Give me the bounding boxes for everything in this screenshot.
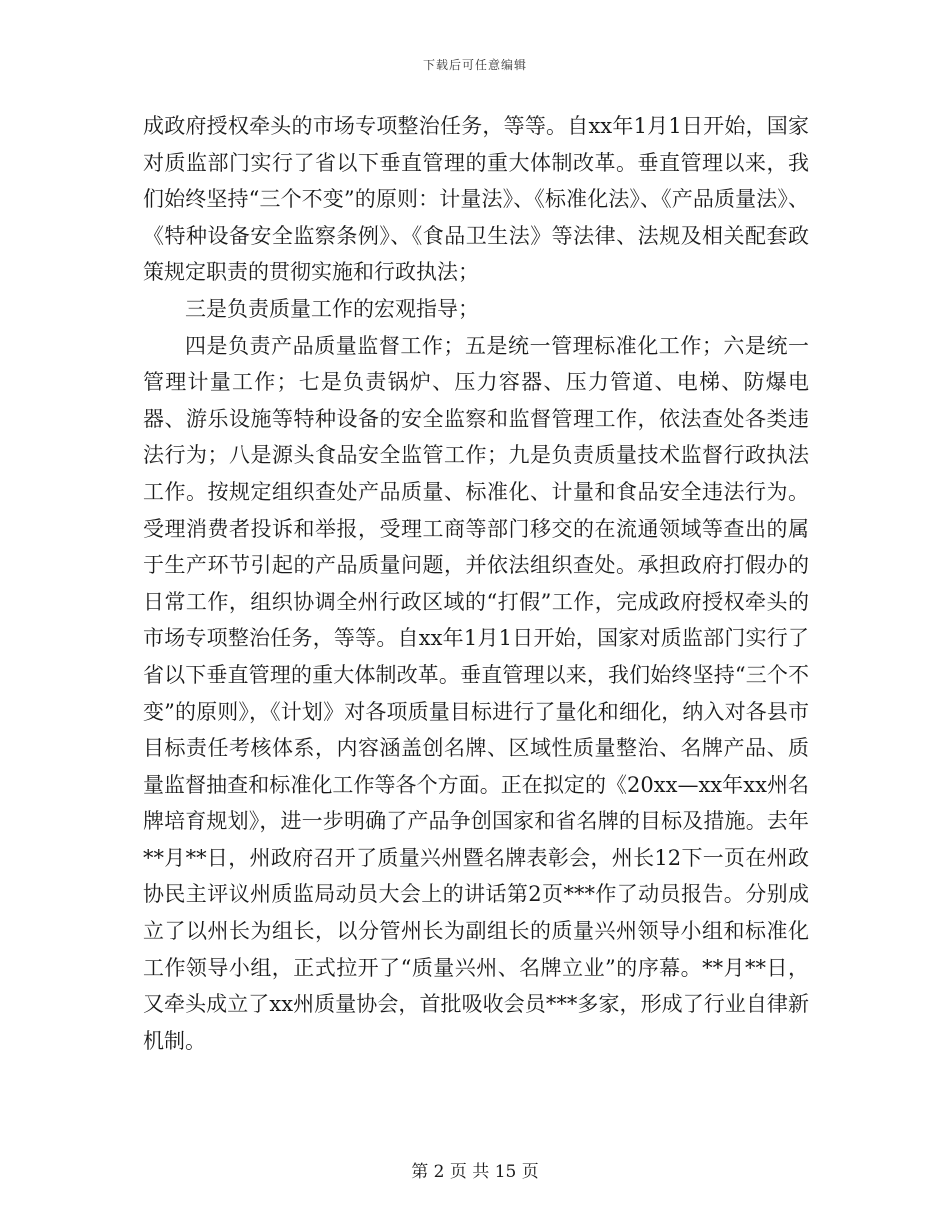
document-body xyxy=(143,108,809,1059)
page-header-note: 下载后可任意编辑 xyxy=(422,58,527,72)
page-number: 第 2 页 共 15 页 xyxy=(411,1162,539,1182)
paragraph-2: 三是负责质量工作的宏观指导； xyxy=(185,296,479,321)
paragraph-3: 四是负责产品质量监督工作；五是统一管理标准化工作；六是统一管理计量工作；七是负责锅炉、压力容器、压力管道、电梯、防爆电器、游乐设施等特种设备的安全监察和监督管理工作，依法查处各类违法行为；八是源头食品安全监管工作；九是负责质量技术监督行政执法工作。按规定组织查处产品质量、标准化、计量和食品安全违法行为。受理消费者投诉和举报，受理工商等部门移交的在流通领域等查出的属于生产环节引起的产品质量问题，并依法组织查处。承担政府打假办的日常工作，组织协调全州行政区域的“打假”工作，完成政府授权牵头的市场专项整治任务，等等。自xx年1月1日开始，国家对质监部门实行了省以下垂直管理的重大体制改革。垂直管理以来，我们始终坚持“三个不变”的原则》，《计划》对各项质量目标进行了量化和细化，纳入对各县市目标责任考核体系，内容涵盖创名牌、区域性质量整治、名牌产品、质量监督抽查和标准化工作等各个方面。正在拟定的《20xx—xx年xx州名牌培育规划》，进一步明确了产品争创国家和省名牌的目标及措施。去年**月**日，州政府召开了质量兴州暨名牌表彰会，州长12下一页在州政协民主评议州质监局动员大会上的讲话第2页***作了动员报告。分别成立了以州长为组长，以分管州长为副组长的质量兴州领导小组和标准化工作领导小组，正式拉开了“质量兴州、名牌立业”的序幕。**月**日，又牵头成立了xx州质量协会，首批吸收会员***多家，形成了行业自律新机制。 xyxy=(143,333,809,1053)
paragraph-1: 成政府授权牵头的市场专项整治任务，等等。自xx年1月1日开始，国家对质监部门实行了省以下垂直管理的重大体制改革。垂直管理以来，我们始终坚持“三个不变”的原则：计量法》、《标准化法》、《产品质量法》、《特种设备安全监察条例》、《食品卫生法》等法律、法规及相关配套政策规定职责的贯彻实施和行政执法； xyxy=(143,114,809,285)
